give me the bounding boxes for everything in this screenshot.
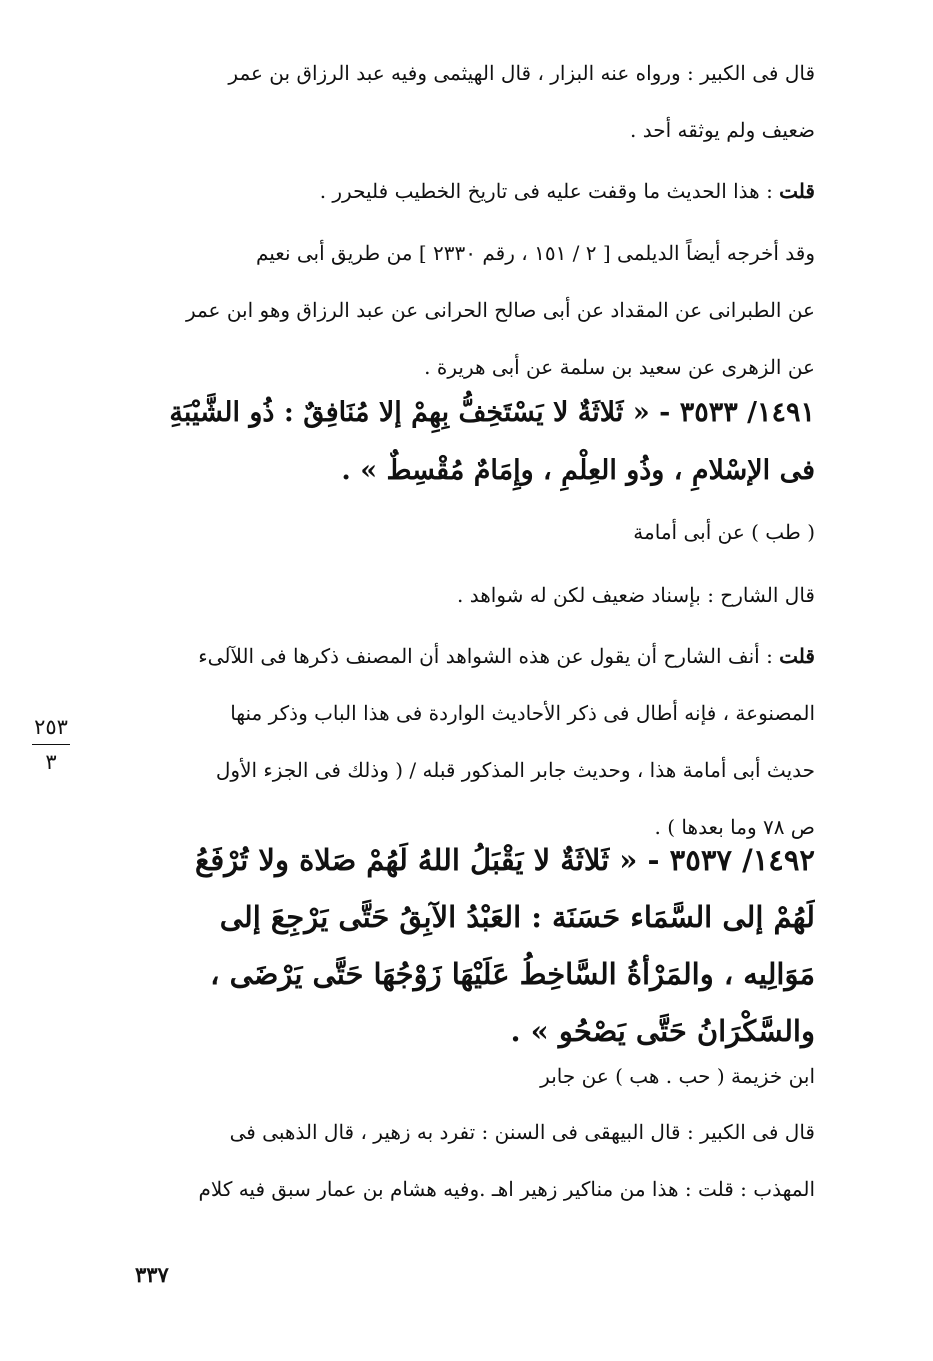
text-line: قال فى الكبير : قال البيهقى فى السنن : تفرد به زهير ، قال الذهبى فى xyxy=(229,1120,815,1144)
margin-reference-top: ٢٥٣ xyxy=(34,715,68,739)
margin-reference xyxy=(28,712,74,777)
commentary-line: قال الشارح : بإسناد ضعيف لكن له شواهد . xyxy=(457,583,815,607)
source-line: ابن خزيمة ( حب . هب ) عن جابر xyxy=(540,1064,815,1088)
hadith-line: لَهُمْ إلى السَّمَاء حَسَنَة : العَبْدُ الآبِقُ حَتَّى يَرْجِعَ إلى xyxy=(219,900,815,934)
hadith-line: والسَّكْرَانُ حَتَّى يَصْحُو » . xyxy=(510,1014,815,1048)
paragraph-daylami xyxy=(105,225,815,396)
hadith-1492 xyxy=(105,832,815,1060)
margin-reference-divider xyxy=(32,744,70,745)
qultu-text: : أنف الشارح أن يقول عن هذه الشواهد أن المصنف ذكرها فى اللآلىء xyxy=(198,644,780,668)
text-line: حديث أبى أمامة هذا ، وحديث جابر المذكور قبله / ( وذلك فى الجزء الأول xyxy=(215,758,815,782)
text-line xyxy=(105,628,815,685)
margin-reference-bottom: ٣ xyxy=(45,750,57,774)
text-line: عن الزهرى عن سعيد بن سلمة عن أبى هريرة . xyxy=(424,355,815,379)
source-abu-umama xyxy=(105,504,815,561)
paragraph-bayhaqi xyxy=(105,1104,815,1218)
text-line: قال فى الكبير : ورواه عنه البزار ، قال الهيثمى وفيه عبد الرزاق بن عمر xyxy=(228,61,815,85)
text-line: ص ٧٨ وما بعدها ) . xyxy=(654,815,815,839)
commentary-sharih xyxy=(105,567,815,624)
text-line xyxy=(105,163,815,220)
text-line: عن الطبرانى عن المقداد عن أبى صالح الحرانى عن عبد الرزاق وهو ابن عمر xyxy=(185,298,815,322)
qultu-label: قلت xyxy=(779,179,815,203)
source-line: ( طب ) عن أبى أمامة xyxy=(633,520,815,544)
text-line: المهذب : قلت : هذا من مناكير زهير اهـ .وفيه هشام بن عمار سبق فيه كلام xyxy=(198,1177,815,1201)
text-line: وقد أخرجه أيضاً الديلمى [ ٢ / ١٥١ ، رقم ٢٣٣٠ ] من طريق أبى نعيم xyxy=(255,241,815,265)
text-line: المصنوعة ، فإنه أطال فى ذكر الأحاديث الواردة فى هذا الباب وذكر منها xyxy=(230,701,815,725)
hadith-line: ١٤٩١/ ٣٥٣٣ - « ثَلاثَةٌ لا يَسْتَخِفُّ بِهِمْ إلا مُنَافِقٌ : ذُو الشَّيْبَةِ xyxy=(169,397,815,428)
source-jabir xyxy=(105,1048,815,1105)
paragraph-qultu-lali xyxy=(105,628,815,856)
qultu-label: قلت xyxy=(779,644,815,668)
paragraph-qultu-khatib xyxy=(105,163,815,220)
hadith-line: فى الإسْلامِ ، وذُو العِلْمِ ، وإِمَامٌ مُقْسِطٌ » . xyxy=(341,455,815,486)
hadith-line: ١٤٩٢/ ٣٥٣٧ - « ثَلاثَةٌ لا يَقْبَلُ اللهُ لَهُمْ صَلاة ولا تُرْفَعُ xyxy=(194,843,815,877)
hadith-1491 xyxy=(105,384,815,500)
paragraph-kabir-bazzar xyxy=(105,45,815,159)
text-line: ضعيف ولم يوثقه أحد . xyxy=(630,118,815,142)
qultu-text: : هذا الحديث ما وقفت عليه فى تاريخ الخطيب فليحرر . xyxy=(319,179,780,203)
hadith-line: مَوَالِيه ، والمَرْأةُ السَّاخِطُ عَلَيْهَا زَوْجُهَا حَتَّى يَرْضَى ، xyxy=(210,957,815,991)
page-number: ٣٣٧ xyxy=(135,1262,169,1287)
